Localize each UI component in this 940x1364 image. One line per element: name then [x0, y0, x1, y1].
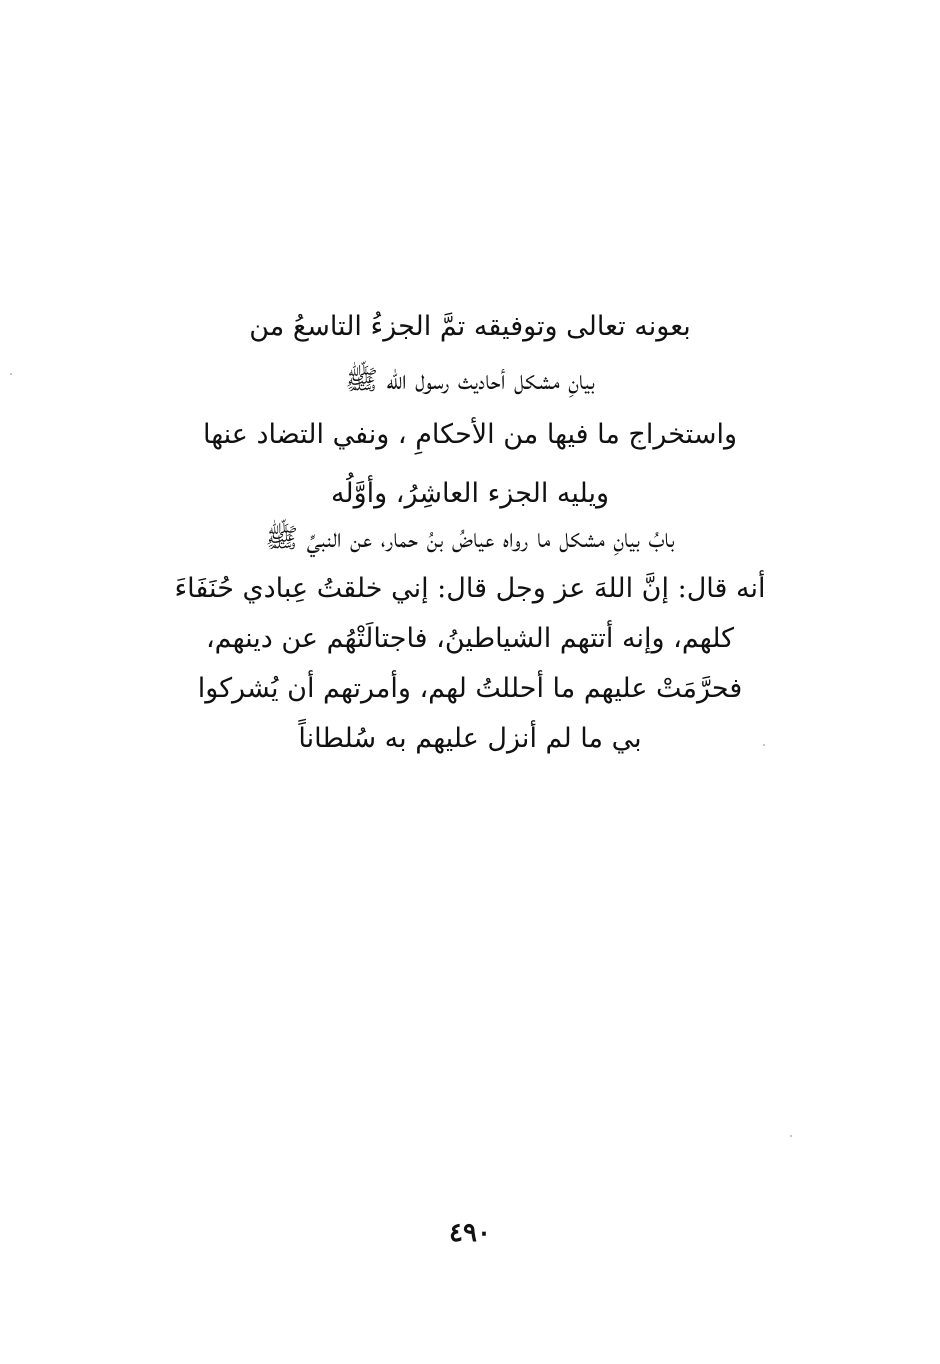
chapter-heading-line: بابُ بيانِ مشكل ما رواه عياضُ بنُ حمار، عن النبيِّ ﷺ [265, 523, 675, 554]
scan-speck [790, 1135, 792, 1137]
chapter-heading-line: كلهم، وإنه أتتهم الشياطينُ، فاجتالَتْهُم عن دينهم، [205, 623, 735, 654]
scan-speck [763, 744, 765, 746]
colophon-line: ويليه الجزء العاشِرُ، وأوَّلُه [330, 478, 610, 509]
chapter-heading-line: أنه قال: إنَّ اللهَ عز وجل قال: إني خلقتُ عِبادي حُنَفَاءَ [174, 573, 766, 604]
page-number: ٤٩٠ [449, 1218, 491, 1248]
chapter-heading-line: بي ما لم أنزل عليهم به سُلطاناً [298, 723, 642, 754]
colophon-line: واستخراج ما فيها من الأحكامِ ، ونفي التضاد عنها [202, 419, 737, 450]
colophon-line: بيانِ مشكل أحاديث رسول الله ﷺ [345, 365, 595, 396]
colophon-block [0, 300, 940, 526]
scan-speck [10, 373, 12, 375]
colophon-line: بعونه تعالى وتوفيقه تمَّ الجزءُ التاسعُ من [249, 311, 691, 342]
chapter-heading-line: فحرَّمَتْ عليهم ما أحللتُ لهم، وأمرتهم أن يُشركوا [197, 673, 743, 704]
chapter-block [0, 514, 940, 764]
